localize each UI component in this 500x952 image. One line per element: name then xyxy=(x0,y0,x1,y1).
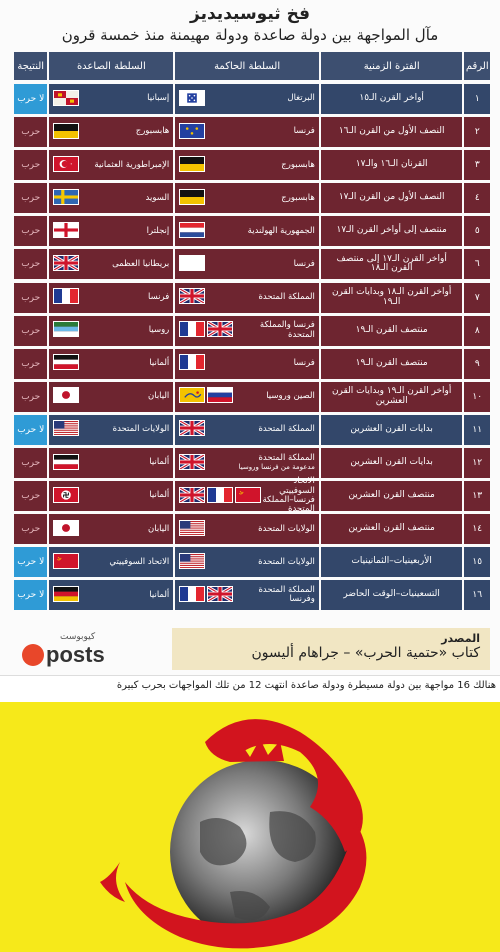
row-result: لا حرب xyxy=(14,547,47,577)
ruling-power-label: فرنسا والمملكة المتحدة xyxy=(259,320,315,340)
ruling-power-name xyxy=(261,477,315,514)
habsburg-flag-icon xyxy=(179,156,205,175)
uk-flag-icon xyxy=(179,454,205,473)
netherlands-flag-icon xyxy=(179,222,205,241)
rising-flags xyxy=(53,553,79,572)
usa-flag-icon xyxy=(179,553,205,572)
usa-flag-icon xyxy=(179,520,205,539)
france-royal-flag-icon xyxy=(179,123,205,142)
ruling-power-label: الاتحاد السوفييتي فرنسا–المملكة المتحدة xyxy=(262,476,315,515)
uk-flag-icon xyxy=(53,255,79,274)
england-flag-icon xyxy=(53,222,79,241)
rising-flags xyxy=(53,354,79,373)
row-period: أواخر القرن الـ١٨ وبدايات القرن الـ١٩ xyxy=(321,283,463,313)
source-label: المصدر xyxy=(441,632,480,645)
row-period: التسعينيات–الوقت الحاضر xyxy=(321,580,463,610)
table-row xyxy=(12,547,490,577)
ruling-flags xyxy=(179,420,205,439)
ruling-power-name xyxy=(205,558,315,567)
row-period: أواخر القرن الـ١٩ وبدايات القرن العشرين xyxy=(321,382,463,412)
france-flag-icon xyxy=(207,487,233,506)
table-row xyxy=(12,84,490,114)
logo-arabic-text: كيوبوست xyxy=(60,632,96,642)
rising-power-name: السويد xyxy=(145,192,170,203)
row-number: ٣ xyxy=(464,150,490,180)
ruling-power-label: المملكة المتحدة وفرنسا xyxy=(258,585,315,605)
row-result: حرب xyxy=(14,283,47,313)
ruling-power-label: الصين وروسيا xyxy=(266,391,315,402)
row-result: حرب xyxy=(14,514,47,544)
row-period: منتصف إلى أواخر القرن الـ١٧ xyxy=(321,216,463,246)
row-rising-power xyxy=(49,316,173,346)
row-rising-power xyxy=(49,547,173,577)
table-row xyxy=(12,448,490,478)
ruling-power-name xyxy=(233,321,315,340)
dragon-globe-image xyxy=(0,702,500,952)
header-result: النتيجة xyxy=(14,52,47,80)
row-number: ٤ xyxy=(464,183,490,213)
row-period: أواخر القرن الـ١٧ إلى منتصف القرن الـ١٨ xyxy=(321,249,463,279)
table-row xyxy=(12,183,490,213)
habsburg-flag-icon xyxy=(179,189,205,208)
rising-power-name: اليابان xyxy=(147,523,170,534)
infographic-title: فخ ثيوسيديديز xyxy=(190,4,310,24)
row-result: حرب xyxy=(14,249,47,279)
row-rising-power xyxy=(49,382,173,412)
ruling-power-label: فرنسا xyxy=(293,126,315,137)
header-num: الرقم xyxy=(464,52,490,80)
table-row xyxy=(12,117,490,147)
row-ruling-power xyxy=(175,316,319,346)
row-result: حرب xyxy=(14,216,47,246)
row-rising-power xyxy=(49,514,173,544)
japan-flag-icon xyxy=(53,520,79,539)
ruling-power-name xyxy=(205,425,315,434)
row-rising-power xyxy=(49,349,173,379)
rising-power-name: فرنسا xyxy=(148,291,170,302)
rising-power-name: ألمانيا xyxy=(149,490,170,501)
table-row xyxy=(12,316,490,346)
german-empire-flag-icon xyxy=(53,454,79,473)
row-period: أواخر القرن الـ١٥ xyxy=(321,84,463,114)
table-row xyxy=(12,216,490,246)
ruling-power-name xyxy=(205,525,315,534)
rising-flags xyxy=(53,420,79,439)
row-period: بدايات القرن العشرين xyxy=(321,448,463,478)
row-period: منتصف القرن العشرين xyxy=(321,514,463,544)
rising-power-name: بريطانيا العظمى xyxy=(112,258,170,269)
rising-flags xyxy=(53,586,79,605)
ruling-flags xyxy=(179,90,205,109)
ruling-power-label: الجمهورية الهولندية xyxy=(247,225,315,236)
uk-flag-icon xyxy=(179,288,205,307)
row-ruling-power xyxy=(175,216,319,246)
ruling-flags xyxy=(179,288,205,307)
dragon-globe-illustration xyxy=(0,702,500,952)
row-number: ١٢ xyxy=(464,448,490,478)
row-result: حرب xyxy=(14,316,47,346)
row-result: حرب xyxy=(14,183,47,213)
row-result: حرب xyxy=(14,349,47,379)
row-period: منتصف القرن الـ١٩ xyxy=(321,316,463,346)
rising-flags xyxy=(53,156,79,175)
ussr-flag-icon xyxy=(53,553,79,572)
france-flag-icon xyxy=(53,288,79,307)
ruling-flags xyxy=(179,387,233,406)
table-body xyxy=(12,84,490,610)
article-caption: هنالك 16 مواجهة بين دولة مسيطرة ودولة صاعدة انتهت 12 من تلك المواجهات بحرب كبيرة xyxy=(116,680,496,691)
table-row xyxy=(12,349,490,379)
ruling-power-label: البرتغال xyxy=(287,93,315,104)
ruling-flags xyxy=(179,189,205,208)
rising-flags xyxy=(53,454,79,473)
rising-power-name: إنجلترا xyxy=(146,225,170,236)
ruling-power-name xyxy=(205,94,315,103)
france-flag-icon xyxy=(179,354,205,373)
table-row xyxy=(12,580,490,610)
uk-flag-icon xyxy=(207,321,233,340)
ruling-power-name xyxy=(205,194,315,203)
rising-flags xyxy=(53,222,79,241)
habsburg-flag-icon xyxy=(53,123,79,142)
table-row xyxy=(12,514,490,544)
qing-flag-icon xyxy=(179,387,205,406)
source-value: كتاب «حتمية الحرب» – جراهام أليسون xyxy=(251,645,480,661)
ruling-flags xyxy=(179,354,205,373)
ruling-power-label: المملكة المتحدة xyxy=(258,291,315,302)
rising-flags xyxy=(53,123,79,142)
row-ruling-power xyxy=(175,580,319,610)
ruling-power-label: هابسبورج xyxy=(281,192,315,203)
row-result: حرب xyxy=(14,481,47,511)
row-result: حرب xyxy=(14,117,47,147)
table-row xyxy=(12,249,490,279)
ruling-power-label: الولايات المتحدة xyxy=(258,523,315,534)
infographic-subtitle: مآل المواجهة بين دولة صاعدة ودولة مهيمنة منذ خمسة قرون xyxy=(61,26,439,44)
rising-power-name: هابسبورج xyxy=(135,126,170,137)
rising-flags xyxy=(53,189,79,208)
row-number: ٥ xyxy=(464,216,490,246)
header-ruling: السلطة الحاكمة xyxy=(175,52,319,80)
portugal-flag-icon xyxy=(179,90,205,109)
row-period: القرنان الـ١٦ والـ١٧ xyxy=(321,150,463,180)
ruling-power-label: فرنسا xyxy=(293,258,315,269)
row-rising-power xyxy=(49,216,173,246)
rising-power-name: الاتحاد السوفييتي xyxy=(109,556,170,567)
france-flag-icon xyxy=(179,321,205,340)
sweden-flag-icon xyxy=(53,189,79,208)
germany-flag-icon xyxy=(53,586,79,605)
row-period: النصف الأول من القرن الـ١٦ xyxy=(321,117,463,147)
ruling-power-name xyxy=(205,161,315,170)
row-rising-power xyxy=(49,448,173,478)
ruling-flags xyxy=(179,321,233,340)
row-ruling-power xyxy=(175,283,319,313)
ruling-flags xyxy=(179,222,205,241)
row-rising-power xyxy=(49,580,173,610)
ruling-power-name xyxy=(205,293,315,302)
row-rising-power xyxy=(49,249,173,279)
row-ruling-power xyxy=(175,84,319,114)
ruling-power-name xyxy=(205,454,315,473)
uk-flag-icon xyxy=(207,586,233,605)
row-number: ٩ xyxy=(464,349,490,379)
row-number: ٢ xyxy=(464,117,490,147)
rising-power-name: ألمانيا xyxy=(149,457,170,468)
rising-flags xyxy=(53,321,79,340)
row-ruling-power xyxy=(175,150,319,180)
ussr-flag-icon xyxy=(235,487,261,506)
row-ruling-power xyxy=(175,448,319,478)
row-ruling-power xyxy=(175,547,319,577)
rising-flags xyxy=(53,387,79,406)
france-flag-icon xyxy=(179,586,205,605)
confrontations-table xyxy=(12,52,490,614)
row-ruling-power xyxy=(175,415,319,445)
ruling-flags xyxy=(179,123,205,142)
ruling-power-name xyxy=(205,127,315,136)
row-rising-power xyxy=(49,84,173,114)
row-number: ٨ xyxy=(464,316,490,346)
row-rising-power xyxy=(49,481,173,511)
row-ruling-power xyxy=(175,183,319,213)
rising-power-name: إسبانيا xyxy=(147,93,170,104)
ruling-flags xyxy=(179,487,261,506)
ruling-power-name xyxy=(205,260,315,269)
nazi-germany-flag-icon xyxy=(53,487,79,506)
ruling-power-label: هابسبورج xyxy=(281,159,315,170)
rising-power-name: ألمانيا xyxy=(149,358,170,369)
row-number: ٧ xyxy=(464,283,490,313)
row-result: لا حرب xyxy=(14,84,47,114)
russia-empire-flag-icon xyxy=(53,321,79,340)
row-ruling-power xyxy=(175,349,319,379)
rising-flags xyxy=(53,487,79,506)
spain-flag-icon xyxy=(53,90,79,109)
rising-power-name: الولايات المتحدة xyxy=(112,424,170,435)
table-row xyxy=(12,415,490,445)
row-period: الأربعينيات–الثمانينيات xyxy=(321,547,463,577)
ruling-power-label: فرنسا xyxy=(293,358,315,369)
ruling-power-name xyxy=(205,227,315,236)
ruling-power-label: الولايات المتحدة xyxy=(258,556,315,567)
row-number: ١ xyxy=(464,84,490,114)
rising-flags xyxy=(53,520,79,539)
ruling-flags xyxy=(179,520,205,539)
row-rising-power xyxy=(49,283,173,313)
logo-mark-icon xyxy=(22,644,44,666)
table-row xyxy=(12,476,490,515)
ruling-flags xyxy=(179,553,205,572)
row-ruling-power xyxy=(175,249,319,279)
ruling-flags xyxy=(179,454,205,473)
row-result: لا حرب xyxy=(14,415,47,445)
row-period: النصف الأول من القرن الـ١٧ xyxy=(321,183,463,213)
row-ruling-power xyxy=(175,514,319,544)
usa-flag-icon xyxy=(53,420,79,439)
ruling-power-label: المملكة المتحدة xyxy=(258,452,315,463)
row-period: منتصف القرن العشرين xyxy=(321,481,463,511)
german-empire-flag-icon xyxy=(53,354,79,373)
japan-flag-icon xyxy=(53,387,79,406)
row-number: ١٤ xyxy=(464,514,490,544)
rising-power-name: ألمانيا xyxy=(149,589,170,600)
russia-flag-icon xyxy=(207,387,233,406)
row-result: حرب xyxy=(14,382,47,412)
row-ruling-power xyxy=(175,117,319,147)
uk-flag-icon xyxy=(179,487,205,506)
row-number: ١١ xyxy=(464,415,490,445)
row-result: حرب xyxy=(14,448,47,478)
row-number: ١٣ xyxy=(464,481,490,511)
row-result: لا حرب xyxy=(14,580,47,610)
header-rising: السلطة الصاعدة xyxy=(49,52,173,80)
source-box xyxy=(172,628,490,670)
row-ruling-power xyxy=(175,382,319,412)
row-result: حرب xyxy=(14,150,47,180)
row-number: ١٦ xyxy=(464,580,490,610)
rising-power-name: الإمبراطورية العثمانية xyxy=(94,159,170,170)
row-rising-power xyxy=(49,415,173,445)
ruling-flags xyxy=(179,255,205,274)
row-rising-power xyxy=(49,117,173,147)
table-row xyxy=(12,382,490,412)
ruling-power-note: مدعومة من فرنسا وروسيا xyxy=(238,463,315,472)
ruling-power-name xyxy=(205,359,315,368)
row-number: ٦ xyxy=(464,249,490,279)
ruling-power-name xyxy=(233,392,315,401)
ruling-power-name xyxy=(233,586,315,605)
row-rising-power xyxy=(49,150,173,180)
logo-word: posts xyxy=(46,642,105,667)
row-number: ١٠ xyxy=(464,382,490,412)
posts-logo xyxy=(20,632,140,668)
rising-flags xyxy=(53,288,79,307)
row-number: ١٥ xyxy=(464,547,490,577)
ruling-flags xyxy=(179,586,233,605)
ruling-power-label: المملكة المتحدة xyxy=(258,424,315,435)
rising-power-name: روسيا xyxy=(148,324,170,335)
table-row xyxy=(12,283,490,313)
uk-flag-icon xyxy=(179,420,205,439)
rising-flags xyxy=(53,255,79,274)
row-rising-power xyxy=(49,183,173,213)
row-ruling-power xyxy=(175,476,319,515)
header-period: الفترة الزمنية xyxy=(321,52,463,80)
row-period: منتصف القرن الـ١٩ xyxy=(321,349,463,379)
table-header xyxy=(12,52,490,80)
france-white-flag-icon xyxy=(179,255,205,274)
rising-power-name: اليابان xyxy=(147,391,170,402)
rising-flags xyxy=(53,90,79,109)
row-period: بدايات القرن العشرين xyxy=(321,415,463,445)
ottoman-flag-icon xyxy=(53,156,79,175)
ruling-flags xyxy=(179,156,205,175)
table-row xyxy=(12,150,490,180)
